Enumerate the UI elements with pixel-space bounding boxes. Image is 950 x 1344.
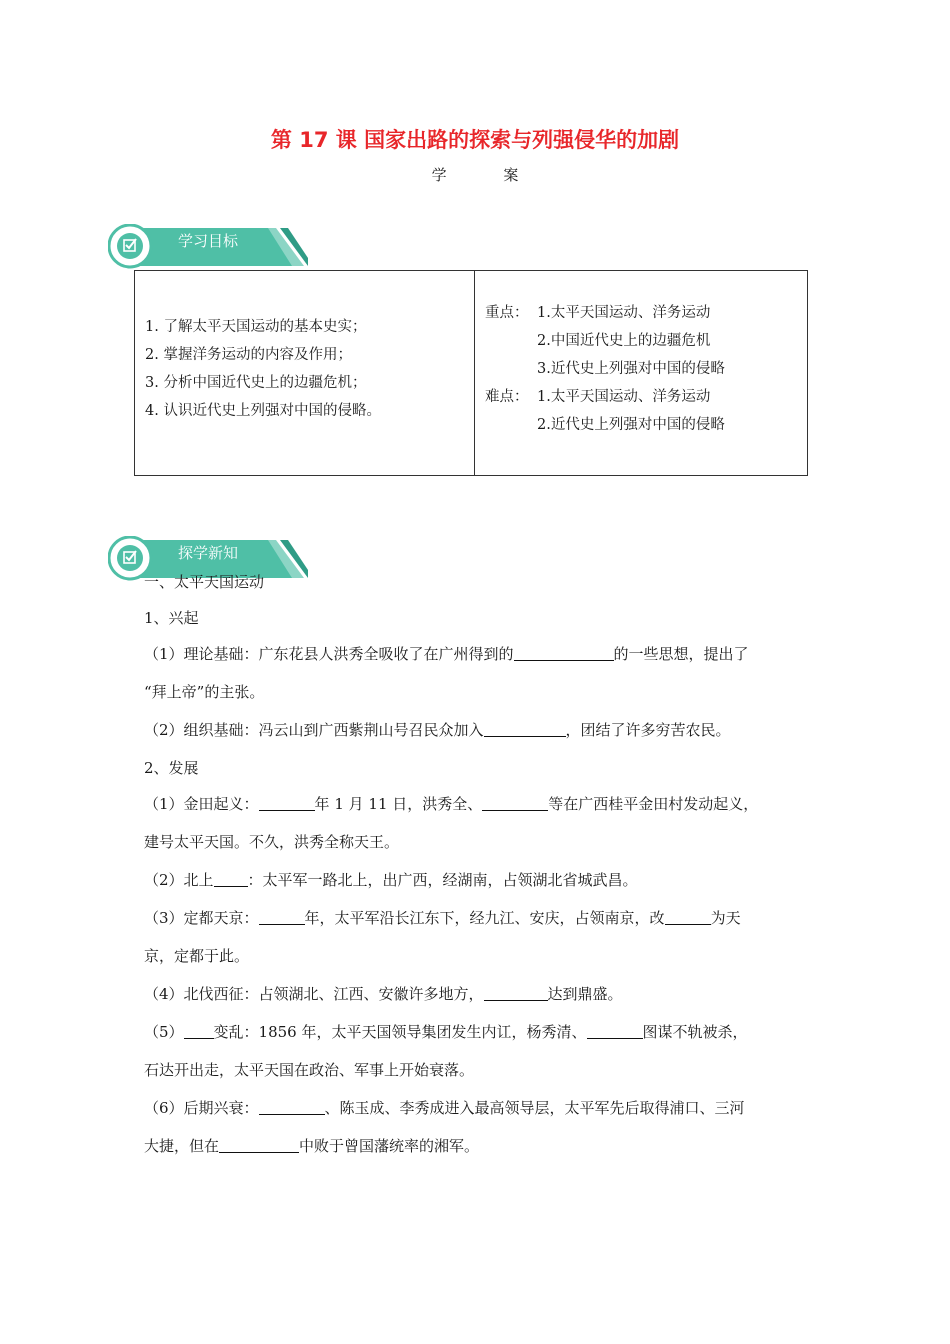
fill-blank[interactable] <box>214 868 248 887</box>
key-point: 1.太平天国运动、洋务运动 <box>537 305 711 321</box>
paragraph: （5） 变乱：1856 年，太平天国领导集团发生内讧，杨秀清、 图谋不轨被杀， <box>144 1014 824 1052</box>
difficult-point: 2.近代史上列强对中国的侵略 <box>537 417 725 433</box>
fill-blank[interactable] <box>665 906 711 925</box>
key-point: 3.近代史上列强对中国的侵略 <box>537 361 725 377</box>
paragraph-cont: 石达开出走，太平天国在政治、军事上开始衰落。 <box>144 1061 475 1079</box>
paragraph-cont: 建号太平天国。不久，洪秀全称天王。 <box>144 833 400 851</box>
fill-blank[interactable] <box>259 792 315 811</box>
goals-table <box>134 270 808 476</box>
key-points <box>475 271 807 475</box>
subheading-rise: 1、兴起 <box>144 609 199 627</box>
paragraph: （3）定都天京： 年，太平军沿长江东下，经九江、安庆，占领南京，改 为天 <box>144 900 824 938</box>
paragraph-cont: 大捷，但在 中败于曾国藩统率的湘军。 <box>144 1128 824 1166</box>
key-point: 2.中国近代史上的边疆危机 <box>537 333 711 349</box>
difficult-point: 1.太平天国运动、洋务运动 <box>537 389 711 405</box>
goal-item: 1. 了解太平天国运动的基本史实； <box>145 319 367 335</box>
paragraph: （6）后期兴衰： 、陈玉成、李秀成进入最高领导层，太平军先后取得浦口、三河 <box>144 1090 824 1128</box>
paragraph: （2）组织基础：冯云山到广西紫荆山号召民众加入 ，团结了许多穷苦农民。 <box>144 712 824 750</box>
section-badge-goals <box>108 224 308 270</box>
page-title: 第 17 课 国家出路的探索与列强侵华的加剧 <box>270 128 680 152</box>
fill-blank[interactable] <box>484 718 566 737</box>
goal-item: 4. 认识近代史上列强对中国的侵略。 <box>145 403 381 419</box>
page-subtitle: 学 案 <box>431 166 545 184</box>
paragraph: （4）北伐西征：占领湖北、江西、安徽许多地方， 达到鼎盛。 <box>144 976 824 1014</box>
paragraph-cont: 京，定都于此。 <box>144 947 250 965</box>
paragraph: （2）北上 ：太平军一路北上，出广西，经湖南，占领湖北省城武昌。 <box>144 862 824 900</box>
lesson-content <box>144 564 824 1166</box>
goals-list <box>135 271 475 475</box>
paragraph: （1）理论基础：广东花县人洪秀全吸收了在广州得到的 的一些思想，提出了 <box>144 636 824 674</box>
section-label-explore: 探学新知 <box>178 544 239 562</box>
fill-blank[interactable] <box>259 906 305 925</box>
fill-blank[interactable] <box>482 792 548 811</box>
key-label: 重点： <box>485 305 529 321</box>
fill-blank[interactable] <box>587 1020 643 1039</box>
heading-taiping: 一、太平天国运动 <box>144 573 265 591</box>
paragraph-cont: “拜上帝”的主张。 <box>144 683 265 701</box>
goal-item: 3. 分析中国近代史上的边疆危机； <box>145 375 367 391</box>
fill-blank[interactable] <box>219 1134 299 1153</box>
paragraph: （1）金田起义： 年 1 月 11 日，洪秀全、 等在广西桂平金田村发动起义， <box>144 786 824 824</box>
fill-blank[interactable] <box>484 982 548 1001</box>
fill-blank[interactable] <box>514 642 614 661</box>
goal-item: 2. 掌握洋务运动的内容及作用； <box>145 347 352 363</box>
fill-blank[interactable] <box>184 1020 214 1039</box>
fill-blank[interactable] <box>259 1096 325 1115</box>
subheading-development: 2、发展 <box>144 759 199 777</box>
section-label-goals: 学习目标 <box>178 232 239 250</box>
difficult-label: 难点： <box>485 389 529 405</box>
